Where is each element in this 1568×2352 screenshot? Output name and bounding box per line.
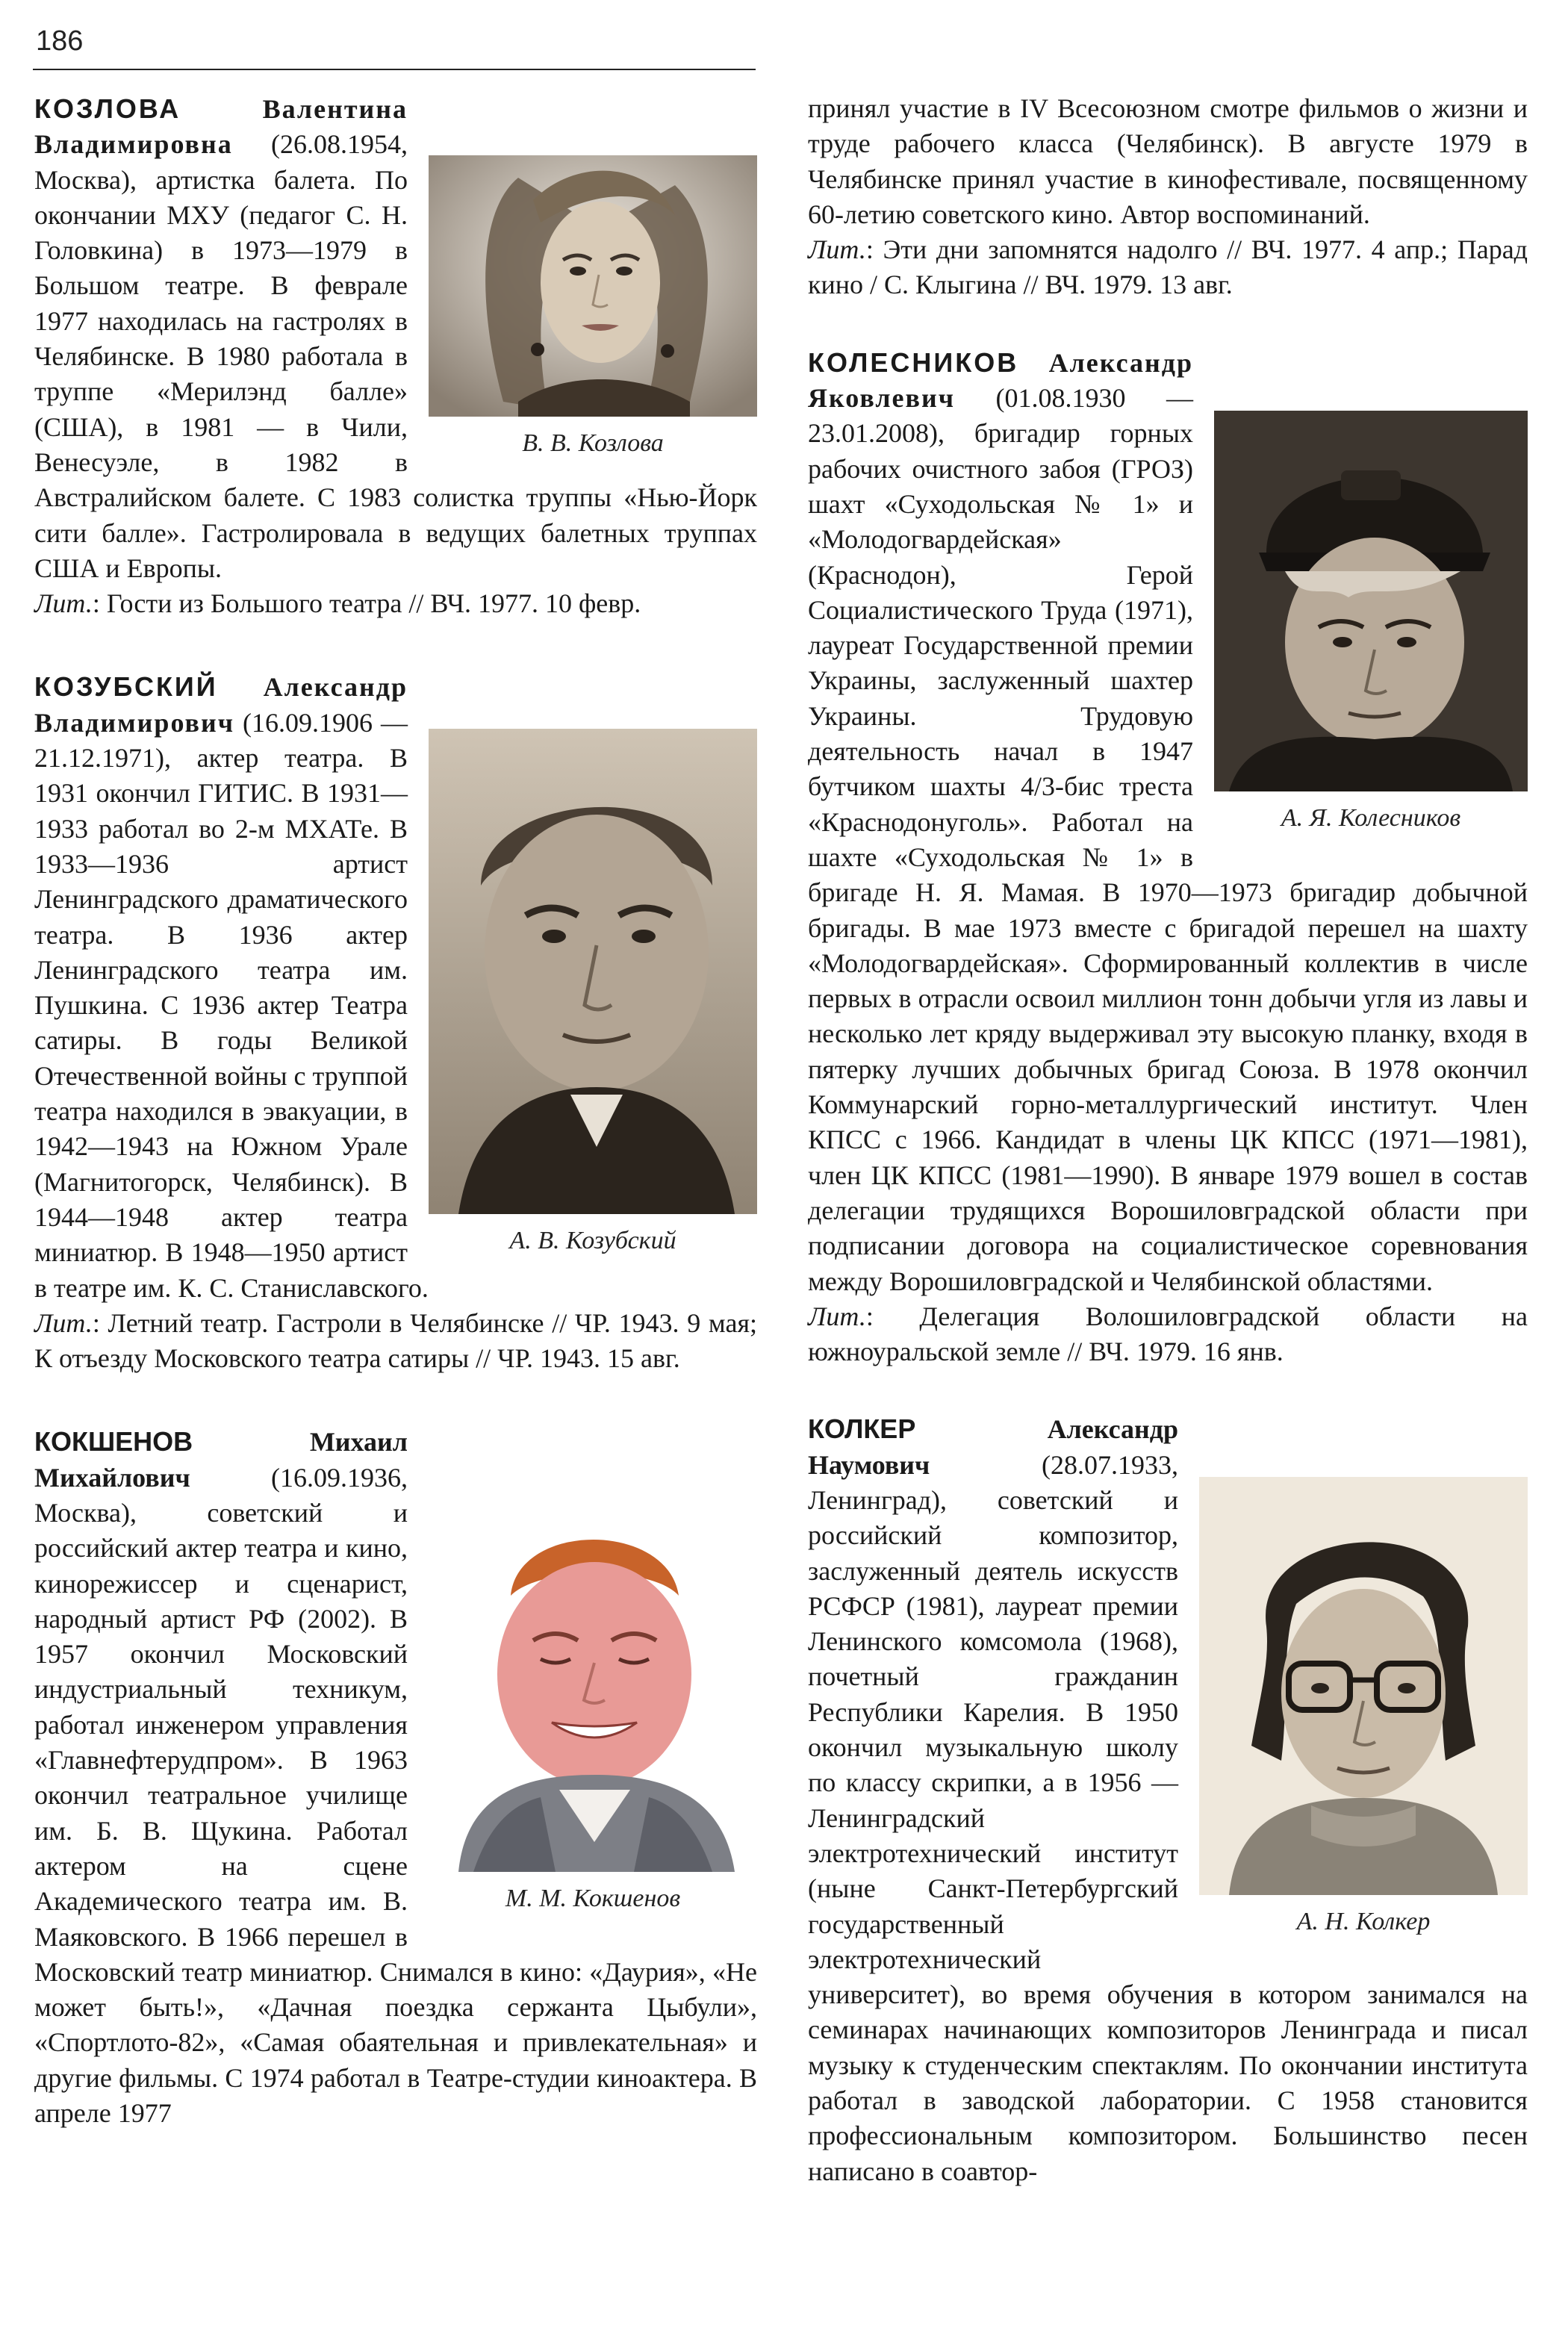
header-rule [33, 69, 756, 70]
caption-kozlova: В. В. Козлова [522, 429, 664, 457]
caption-kolesnikov: А. Я. Колесников [1281, 803, 1461, 832]
figure-kolesnikov [1214, 411, 1528, 835]
entry-kokshenov-continued [808, 91, 1528, 303]
entry-kozubsky-body: (16.09.1906 — 21.12.1971), актер театра. В 1931 окончил ГИТИС. В 1931—1933 работал во 2-м МХАТе. В 1933—1936 артист Ленинградского драматического театра. В 1936 актер Ленинградского театра им. Пушкина. С 1936 актер Театра сатиры. В годы Великой Отечественной войны с труппой театра находился в эвакуации, в 1942—1943 на Южном Урале (Магнитогорск, Челябинск). В 1944—1948 актер театра миниатюр. В 1948—1950 артист в театре им. К. С. Станиславского. [34, 707, 429, 1303]
entry-kokshenov-body: (16.09.1936, Москва), советский и российский актер театра и кино, кинорежиссер и сценарист, народный артист РФ (2002). В 1957 окончил Московский индустриальный техникум, работал инженером управления «Главнефтерудпром». В 1963 окончил театральное училище им. Б. В. Щукина. Работал актером на сцене Академического театра им. В. Маяковского. В 1966 перешел в Московский театр миниатюр. Снимался в кино: «Даурия», «Не может быть!», «Дачная поездка сержанта Цыбули», «Спортлото-82», «Самая обаятельная и привлекательная» и другие фильмы. С 1974 работал в Театре-студии киноактера. В апреле 1977 [34, 1462, 757, 2129]
entry-kozubsky-literature [34, 1306, 757, 1377]
entry-kokshenov-continued-body: принял участие в IV Всесоюзном смотре фильмов о жизни и труде рабочего класса (Челябинск). В августе 1979 в Челябинске принял участие в кинофестивале, посвященному 60-летию советского кино. Автор воспоминаний. [808, 93, 1528, 229]
entry-kolker-given-name: Александр Наумович [808, 1414, 1178, 1480]
lit-label: Лит. [34, 588, 93, 619]
portrait-kozlova-photo [429, 155, 757, 417]
entry-kokshenov-surname: КОКШЕНОВ [34, 1426, 193, 1457]
entry-kozubsky-surname: КОЗУБСКИЙ [34, 671, 218, 703]
left-column [34, 91, 757, 2131]
caption-kolker: А. Н. Колкер [1296, 1908, 1431, 1936]
entry-kozlova-surname: КОЗЛОВА [34, 93, 181, 124]
entry-kolker-surname: КОЛКЕР [808, 1413, 916, 1445]
caption-kokshenov: М. М. Кокшенов [505, 1885, 681, 1913]
entry-kozubsky [34, 669, 757, 1376]
entry-kozubsky-given-name: Александр Владимирович [34, 672, 408, 738]
portrait-kokshenov-photo [429, 1491, 757, 1872]
entry-kolker [808, 1411, 1528, 2189]
entry-kozlova [34, 91, 757, 621]
lit-label: Лит. [34, 1307, 93, 1338]
entry-kolker-body: (28.07.1933, Ленинград), советский и российский композитор, заслуженный деятель искусств РСФСР (1981), лауреат премии Ленинского комсомола (1968), почетный гражданин Республики Карелия. В 1950 окончил музыкальную школу по классу скрипки, а в 1956 — Ленинградский электротехнический институт (ныне Санкт-Петербургский государственный электротехнический университет), во время обучения в котором занимался на семинарах начинающих композиторов Ленинграда и писал музыку к студенческим спектаклям. По окончании института работал в заводской лаборатории. С 1958 становится профессиональным композитором. Большинство песен написано в соавтор- [808, 1449, 1528, 2186]
entry-kozlova-given-name: Валентина Владимировна [34, 94, 408, 160]
page-number: 186 [36, 25, 84, 57]
entry-kolesnikov-given-name: Александр Яковлевич [808, 347, 1193, 414]
figure-kokshenov [429, 1491, 757, 1915]
entry-kokshenov-literature [808, 232, 1528, 303]
entry-kozlova-body: (26.08.1954, Москва), артистка балета. По окончании МХУ (педагог С. Н. Головкина) в 1973—1979 в Большом театре. В феврале 1977 находилась на гастролях в Челябинске. В 1980 работала в труппе «Мерилэнд балле» (США), в 1981 — в Чили, Венесуэле, в 1982 в Австралийском балете. С 1983 солистка труппы «Нью-Йорк сити балле». Гастролировала в ведущих балетных труппах США и Европы. [34, 129, 757, 583]
lit-text: : Летний театр. Гастроли в Челябинске // ЧР. 1943. 9 мая; К отъезду Московского театра сатиры // ЧР. 1943. 15 авг. [34, 1307, 757, 1374]
portrait-kozubsky-photo [429, 729, 757, 1214]
caption-kozubsky: А. В. Козубский [509, 1227, 676, 1255]
lit-label: Лит. [808, 1301, 866, 1331]
figure-kozlova [429, 155, 757, 460]
right-column [808, 91, 1528, 2189]
lit-text: : Эти дни запомнятся надолго // ВЧ. 1977. 4 апр.; Парад кино / С. Клыгина // ВЧ. 1979. 13 авг. [808, 234, 1528, 300]
entry-kozlova-literature [34, 586, 757, 621]
lit-label: Лит. [808, 234, 866, 265]
entry-kolesnikov-body: (01.08.1930 — 23.01.2008), бригадир горных рабочих очистного забоя (ГРОЗ) шахт «Суходольская № 1» и «Молодогвардейская» (Краснодон), Герой Социалистического Труда (1971), лауреат Государственной премии Украины, заслуженный шахтер Украины. Трудовую деятельность начал в 1947 бутчиком шахты 4/3-бис треста «Краснодонуголь». Работал на шахте «Суходольская № 1» в бригаде Н. Я. Мамая. В 1970—1973 бригадир добычной бригады. В мае 1973 вместе с бригадой перешел на шахту «Молодогвардейская». Сформированный коллектив в числе первых в отрасли освоил миллион тонн добычи угля из лавы и несколько лет кряду выдерживал эту высокую планку, входя в пятерку лучших добычных бригад Союза. В 1978 окончил Коммунарский горно-металлургический институт. Член КПСС с 1966. Кандидат в члены ЦК КПСС (1971—1981), член ЦК КПСС (1981—1990). В январе 1979 вошел в состав делегации трудящихся Ворошиловградской области при подписании договора на социалистическое соревнования между Ворошиловградской и Челябинской областями. [808, 383, 1528, 1296]
figure-kolker [1199, 1477, 1528, 1938]
entry-kolesnikov-surname: КОЛЕСНИКОВ [808, 346, 1019, 378]
entry-kokshenov-given-name: Михаил Михайлович [34, 1427, 408, 1493]
entry-kolesnikov [808, 345, 1528, 1370]
lit-text: : Делегация Волошиловградской области на южноуральской земле // ВЧ. 1979. 16 янв. [808, 1301, 1528, 1367]
portrait-kolker-photo [1199, 1477, 1528, 1895]
lit-text: : Гости из Большого театра // ВЧ. 1977. 10 февр. [92, 588, 641, 619]
portrait-kolesnikov-photo [1214, 411, 1528, 791]
figure-kozubsky [429, 729, 757, 1257]
entry-kokshenov [34, 1424, 757, 2131]
entry-kolesnikov-literature [808, 1299, 1528, 1370]
